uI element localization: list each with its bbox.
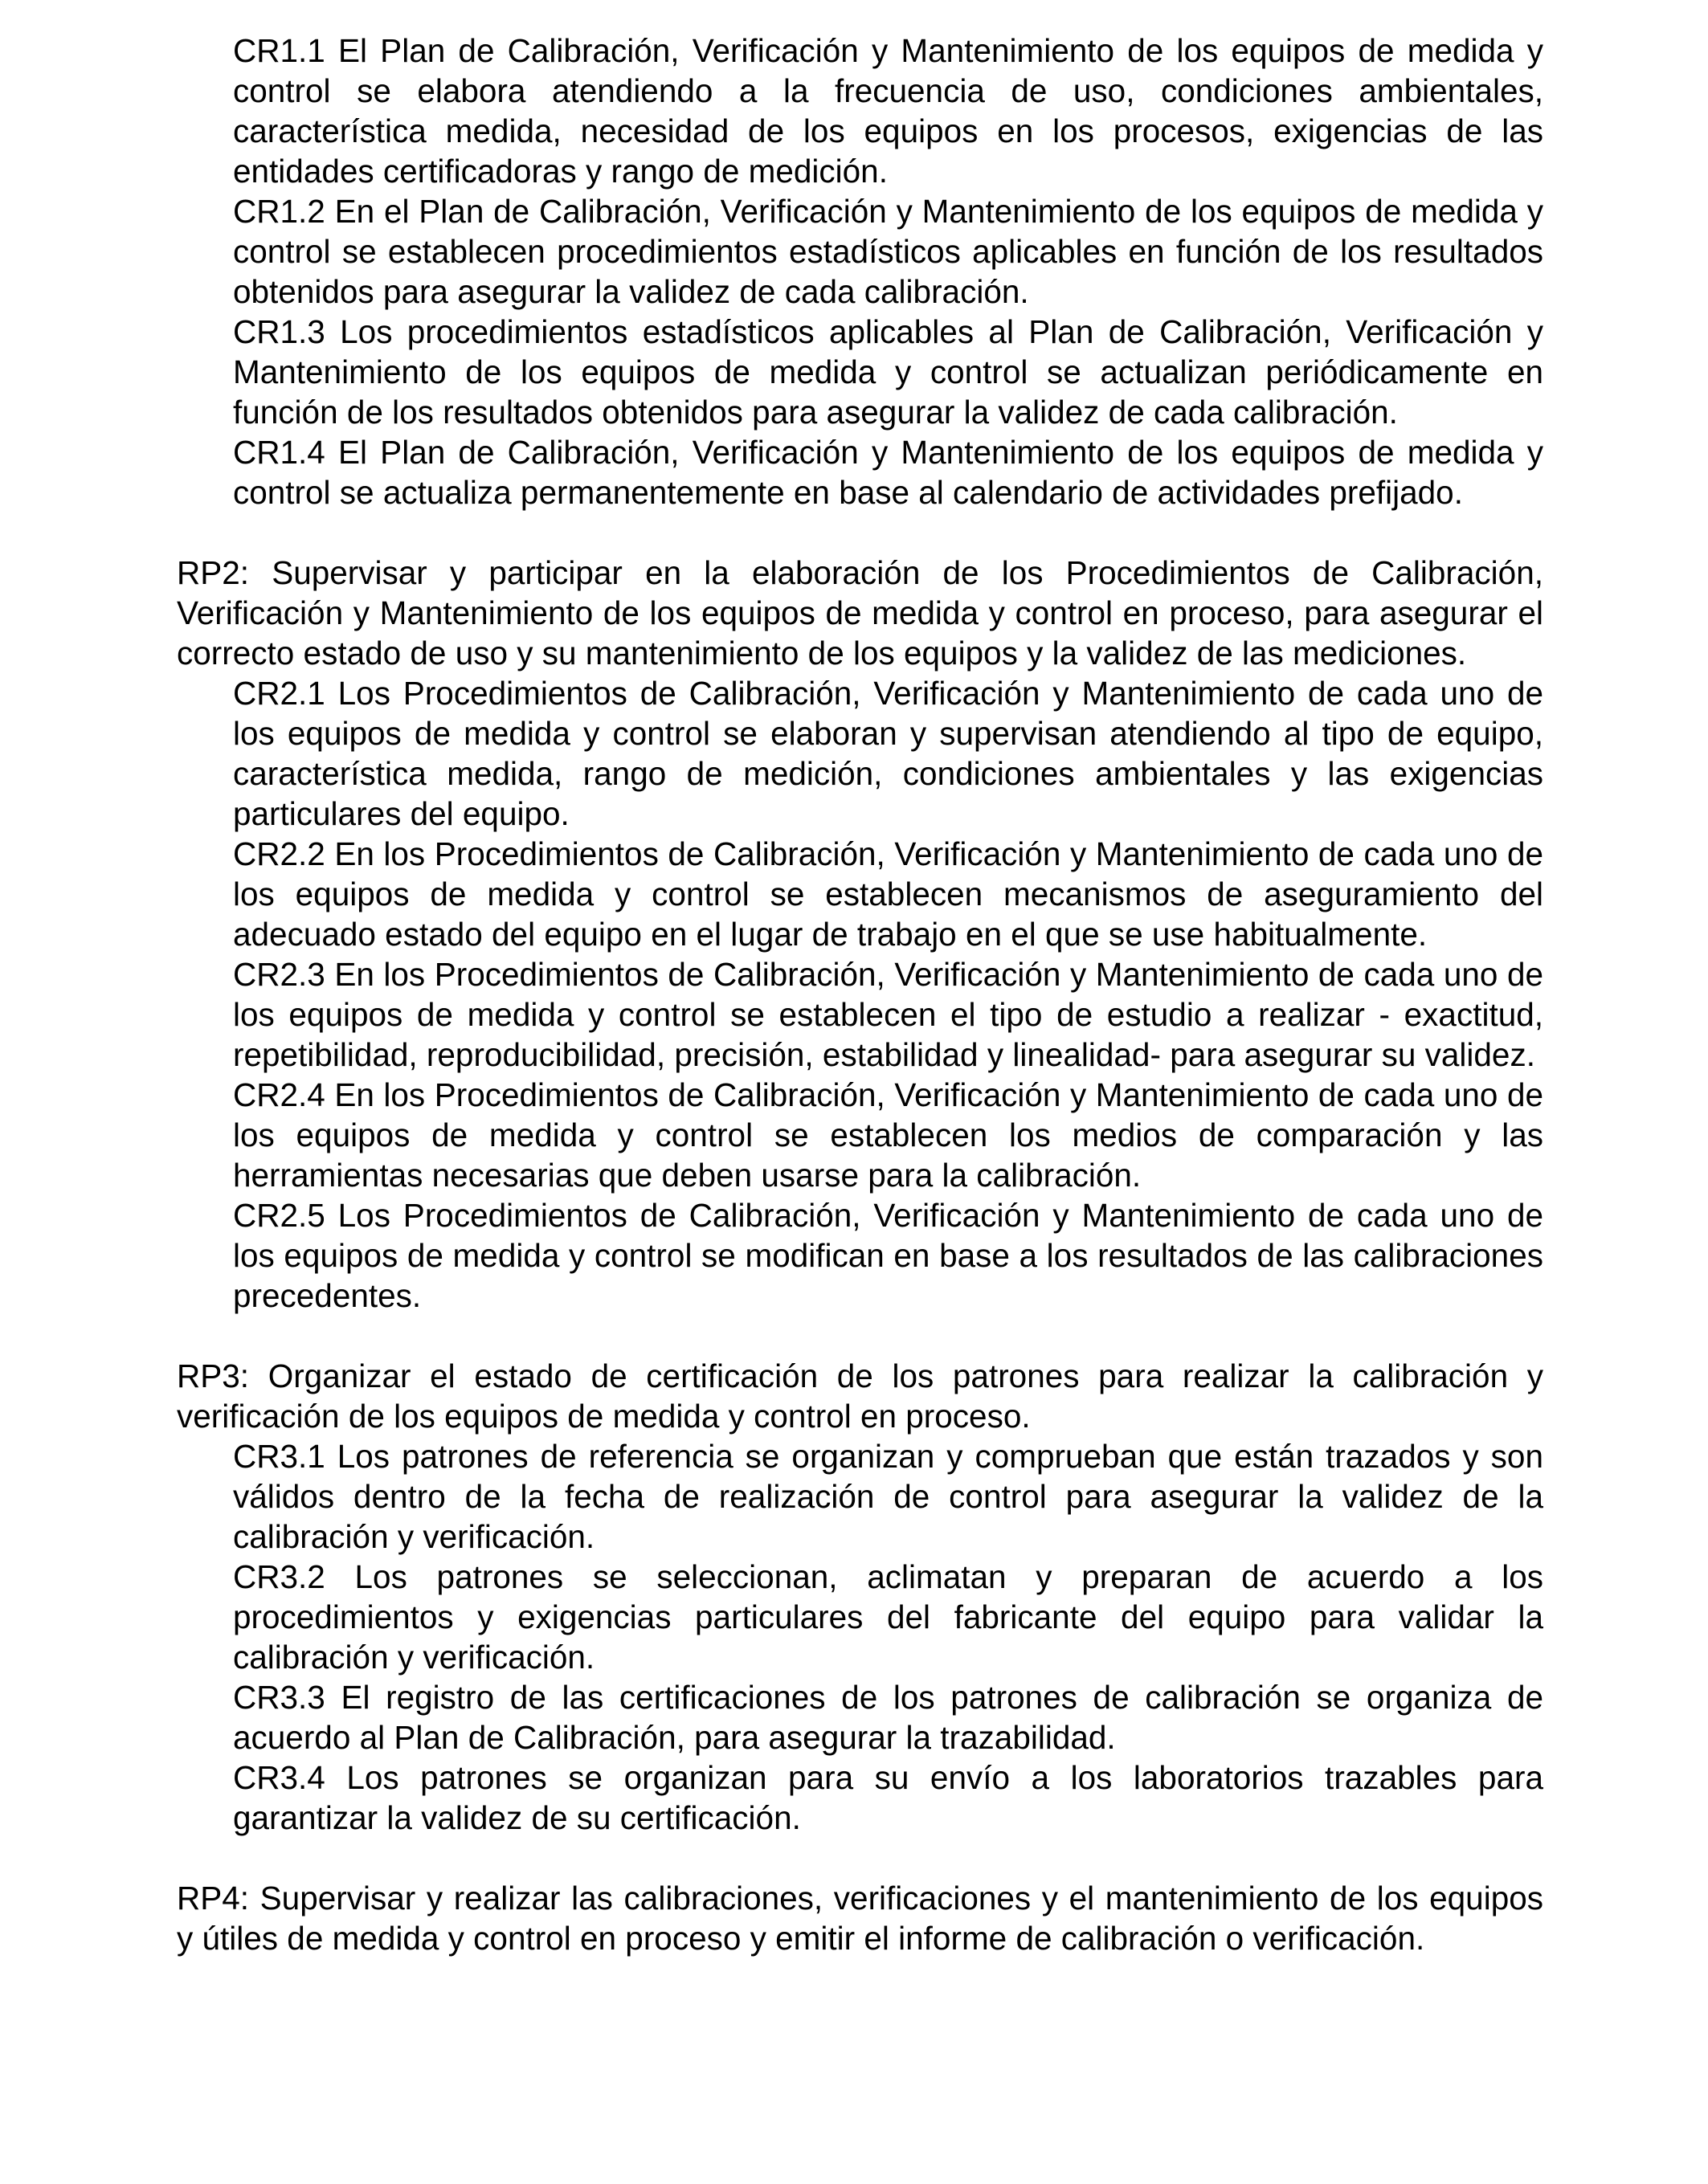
criterion-cr1-4: CR1.4 El Plan de Calibración, Verificación y Mantenimiento de los equipos de medida y control se actualiza permanentemente en base al calendario de actividades prefijado. [233,434,1543,511]
criterion-cr2-1: CR2.1 Los Procedimientos de Calibración, Verificación y Mantenimiento de cada uno de los equipos de medida y control se elaboran y supervisan atendiendo al tipo de equipo, característica medida, rango de medición, condiciones ambientales y las exigencias particulares del equipo. [233,675,1543,832]
criterion-cr3-1: CR3.1 Los patrones de referencia se organizan y comprueban que están trazados y son válidos dentro de la fecha de realización de control para asegurar la validez de la calibración y verificación. [233,1438,1543,1555]
criterion-cr2-3: CR2.3 En los Procedimientos de Calibración, Verificación y Mantenimiento de cada uno de los equipos de medida y control se establecen el tipo de estudio a realizar - exactitud, repetibilidad, reproducibilidad, precisión, estabilidad y linealidad- para asegurar su validez. [233,956,1543,1073]
criterion-cr3-4: CR3.4 Los patrones se organizan para su envío a los laboratorios trazables para garantizar la validez de su certificación. [233,1759,1543,1836]
realization-rp4: RP4: Supervisar y realizar las calibraciones, verificaciones y el mantenimiento de los equipos y útiles de medida y control en proceso y emitir el informe de calibración o verificación. [177,1880,1543,1957]
document-page [0,31,1708,1958]
realization-rp3: RP3: Organizar el estado de certificación de los patrones para realizar la calibración y verificación de los equipos de medida y control en proceso. [177,1357,1543,1435]
paragraph-gap [0,1838,1708,1878]
criterion-cr1-2: CR1.2 En el Plan de Calibración, Verificación y Mantenimiento de los equipos de medida y control se establecen procedimientos estadísticos aplicables en función de los resultados obtenidos para asegurar la validez de cada calibración. [233,193,1543,310]
criterion-cr3-2: CR3.2 Los patrones se seleccionan, aclimatan y preparan de acuerdo a los procedimientos y exigencias particulares del fabricante del equipo para validar la calibración y verificación. [233,1558,1543,1676]
realization-rp2: RP2: Supervisar y participar en la elaboración de los Procedimientos de Calibración, Verificación y Mantenimiento de los equipos de medida y control en proceso, para asegurar el correcto estado de uso y su mantenimiento de los equipos y la validez de las mediciones. [177,554,1543,672]
criterion-cr3-3: CR3.3 El registro de las certificaciones de los patrones de calibración se organiza de acuerdo al Plan de Calibración, para asegurar la trazabilidad. [233,1679,1543,1756]
criterion-cr2-2: CR2.2 En los Procedimientos de Calibración, Verificación y Mantenimiento de cada uno de los equipos de medida y control se establecen mecanismos de aseguramiento del adecuado estado del equipo en el lugar de trabajo en el que se use habitualmente. [233,835,1543,953]
paragraph-gap [0,512,1708,553]
criterion-cr1-1: CR1.1 El Plan de Calibración, Verificación y Mantenimiento de los equipos de medida y control se elabora atendiendo a la frecuencia de uso, condiciones ambientales, característica medida, necesidad de los equipos en los procesos, exigencias de las entidades certificadoras y rango de medición. [233,32,1543,190]
criterion-cr2-5: CR2.5 Los Procedimientos de Calibración, Verificación y Mantenimiento de cada uno de los equipos de medida y control se modifican en base a los resultados de las calibraciones precedentes. [233,1197,1543,1314]
criterion-cr1-3: CR1.3 Los procedimientos estadísticos aplicables al Plan de Calibración, Verificación y Mantenimiento de los equipos de medida y control se actualizan periódicamente en función de los resultados obtenidos para asegurar la validez de cada calibración. [233,313,1543,431]
criterion-cr2-4: CR2.4 En los Procedimientos de Calibración, Verificación y Mantenimiento de cada uno de los equipos de medida y control se establecen los medios de comparación y las herramientas necesarias que deben usarse para la calibración. [233,1076,1543,1194]
paragraph-gap [0,1316,1708,1356]
